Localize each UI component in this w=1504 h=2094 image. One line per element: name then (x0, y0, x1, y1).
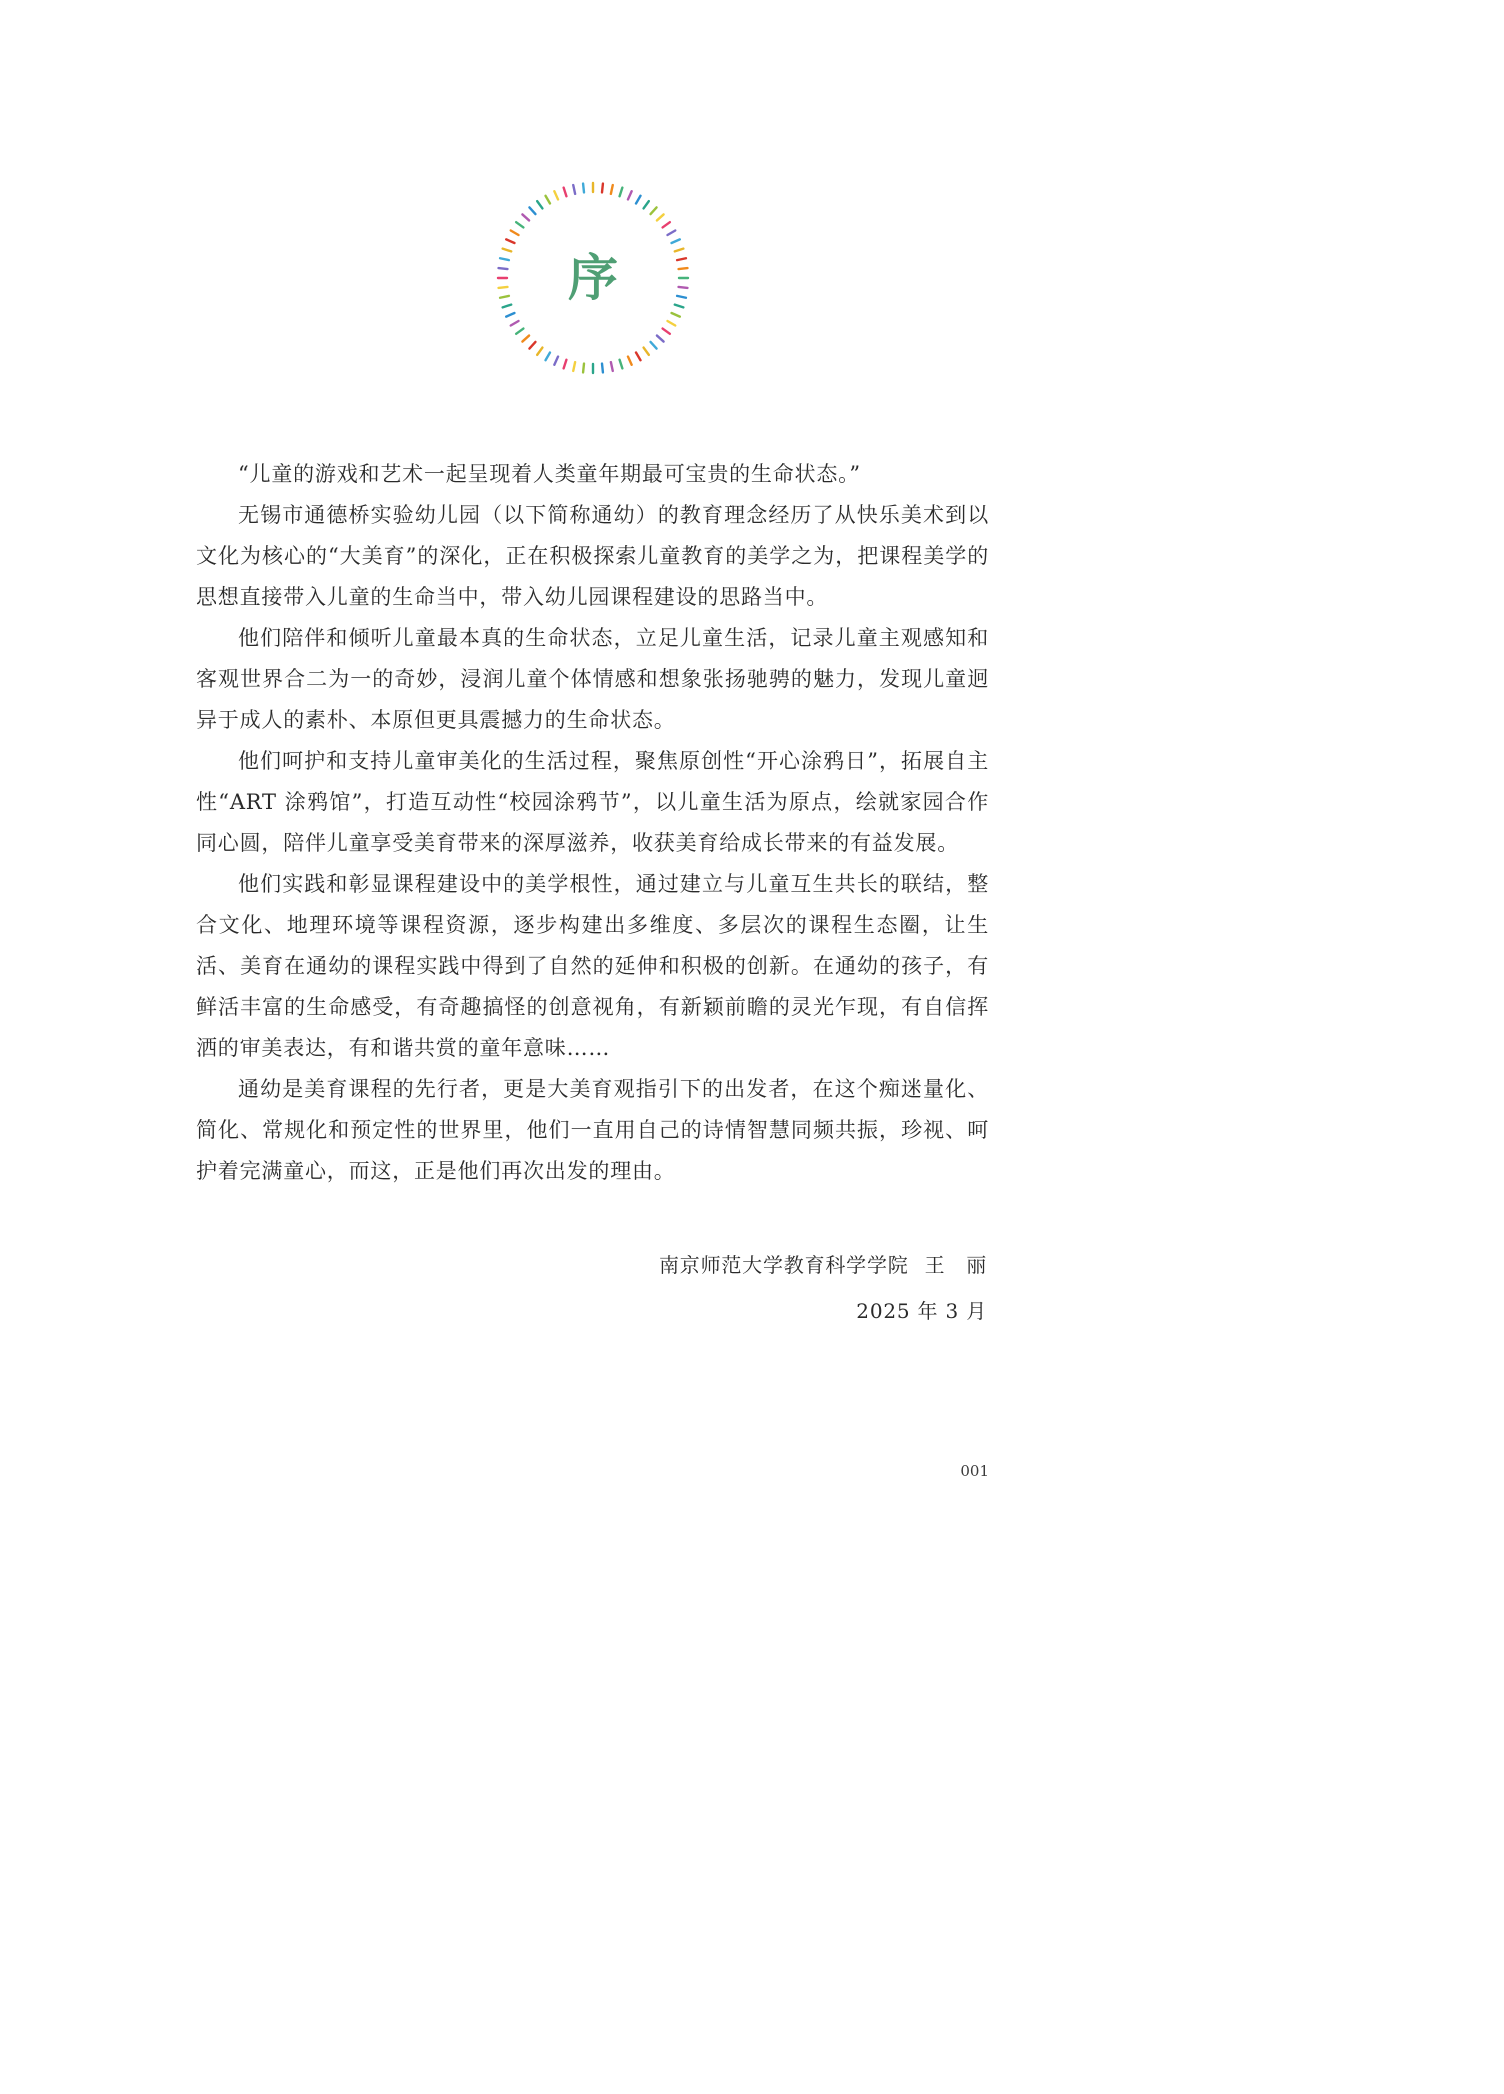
paragraph: 他们实践和彰显课程建设中的美学根性，通过建立与儿童互生共长的联结，整合文化、地理环境等课程资源，逐步构建出多维度、多层次的课程生态圈，让生活、美育在通幼的课程实践中得到了自然的延伸和积极的创新。在通幼的孩子，有鲜活丰富的生命感受，有奇趣搞怪的创意视角，有新颖前瞻的灵光乍现，有自信挥洒的审美表达，有和谐共赏的童年意味…… (196, 872, 989, 1060)
signature-affiliation: 南京师范大学教育科学学院 (658, 1253, 909, 1277)
preface-emblem (495, 180, 691, 376)
preface-heading: 序 (568, 248, 618, 307)
paragraph: 他们呵护和支持儿童审美化的生活过程，聚焦原创性“开心涂鸦日”，拓展自主性“ART 涂鸦馆”，打造互动性“校园涂鸦节”，以儿童生活为原点，绘就家园合作同心圆，陪伴儿童享受美育带来的深厚滋养，收获美育给成长带来的有益发展。 (196, 749, 989, 855)
signature-date: 2025 年 3 月 (856, 1299, 987, 1323)
paragraph: “儿童的游戏和艺术一起呈现着人类童年期最可宝贵的生命状态。” (238, 462, 861, 486)
paragraph: 他们陪伴和倾听儿童最本真的生命状态，立足儿童生活，记录儿童主观感知和客观世界合二为一的奇妙，浸润儿童个体情感和想象张扬驰骋的魅力，发现儿童迥异于成人的素朴、本原但更具震撼力的生命状态。 (196, 626, 989, 732)
page-number: 001 (960, 1462, 989, 1480)
paragraph: 通幼是美育课程的先行者，更是大美育观指引下的出发者，在这个痴迷量化、简化、常规化和预定性的世界里，他们一直用自己的诗情智慧同频共振，珍视、呵护着完满童心，而这，正是他们再次出发的理由。 (196, 1077, 989, 1183)
paragraph: 无锡市通德桥实验幼儿园（以下简称通幼）的教育理念经历了从快乐美术到以文化为核心的“大美育”的深化，正在积极探索儿童教育的美学之为，把课程美学的思想直接带入儿童的生命当中，带入幼儿园课程建设的思路当中。 (196, 503, 989, 609)
signature-line (659, 1242, 987, 1288)
preface-body (196, 454, 989, 1192)
signature-author: 王 丽 (924, 1253, 987, 1277)
signature-block (659, 1242, 987, 1334)
